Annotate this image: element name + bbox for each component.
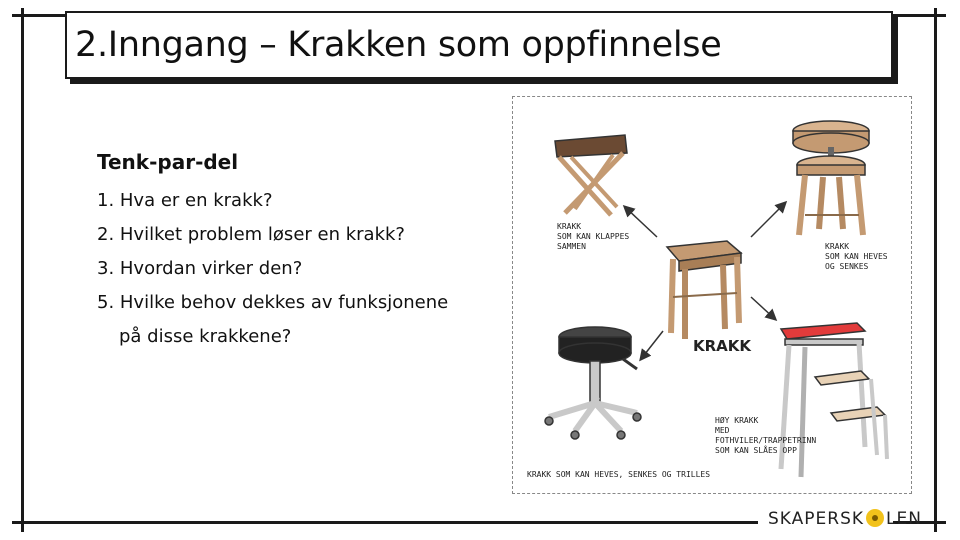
step-stool-label: FOTHVILER/TRAPPETRINN — [715, 436, 817, 445]
wooden-stool-label: KRAKK — [693, 337, 752, 355]
question-item: 1. Hva er en krakk? — [97, 190, 273, 211]
wooden-stool-drawing — [667, 241, 741, 339]
screw-stool-label: KRAKK — [825, 242, 850, 251]
stool-illustration — [512, 96, 912, 494]
logo-text-left: SKAPERSK — [768, 509, 865, 529]
arrow-to-office-stool — [641, 331, 663, 359]
screw-stool-drawing — [793, 121, 869, 235]
step-stool-label: MED — [715, 426, 730, 435]
screw-stool-label: OG SENKES — [825, 262, 869, 271]
screw-stool-label: SOM KAN HEVES — [825, 252, 888, 261]
step-stool-drawing — [781, 323, 887, 477]
question-item-continuation: på disse krakkene? — [119, 326, 292, 347]
question-item: 3. Hvordan virker den? — [97, 258, 303, 279]
question-item: 5. Hvilke behov dekkes av funksjonene — [97, 292, 449, 313]
folding-stool-label: SOM KAN KLAPPES — [557, 232, 630, 241]
office-stool-label: KRAKK SOM KAN HEVES, SENKES OG TRILLES — [527, 470, 711, 479]
slide-title: 2.Inngang – Krakken som oppfinnelse — [75, 25, 722, 65]
question-item: 2. Hvilket problem løser en krakk? — [97, 224, 405, 245]
office-stool-drawing — [545, 327, 641, 439]
logo-text-right: LEN — [886, 509, 922, 529]
folding-stool-label: SAMMEN — [557, 242, 586, 251]
folding-stool-label: KRAKK — [557, 222, 582, 231]
frame-corner-tick — [936, 521, 946, 524]
section-heading: Tenk-par-del — [97, 150, 239, 174]
arrow-to-step-stool — [751, 297, 775, 319]
frame-bottom-line — [18, 521, 758, 524]
step-stool-label: SOM KAN SLÅES OPP — [715, 446, 797, 455]
step-stool-label: HØY KRAKK — [715, 416, 759, 425]
stool-illustration-svg — [513, 97, 913, 495]
frame-corner-tick — [12, 521, 22, 524]
frame-corner-tick — [12, 14, 22, 17]
folding-stool-drawing — [555, 135, 627, 215]
sun-icon — [866, 509, 884, 527]
title-box — [65, 11, 893, 79]
arrow-to-folding-stool — [625, 207, 657, 237]
skaperskolen-logo — [768, 509, 922, 529]
question-list — [97, 150, 448, 354]
frame-corner-tick — [936, 14, 946, 17]
arrow-to-screw-stool — [751, 203, 785, 237]
frame-right-line — [934, 8, 937, 532]
frame-left-line — [21, 8, 24, 532]
